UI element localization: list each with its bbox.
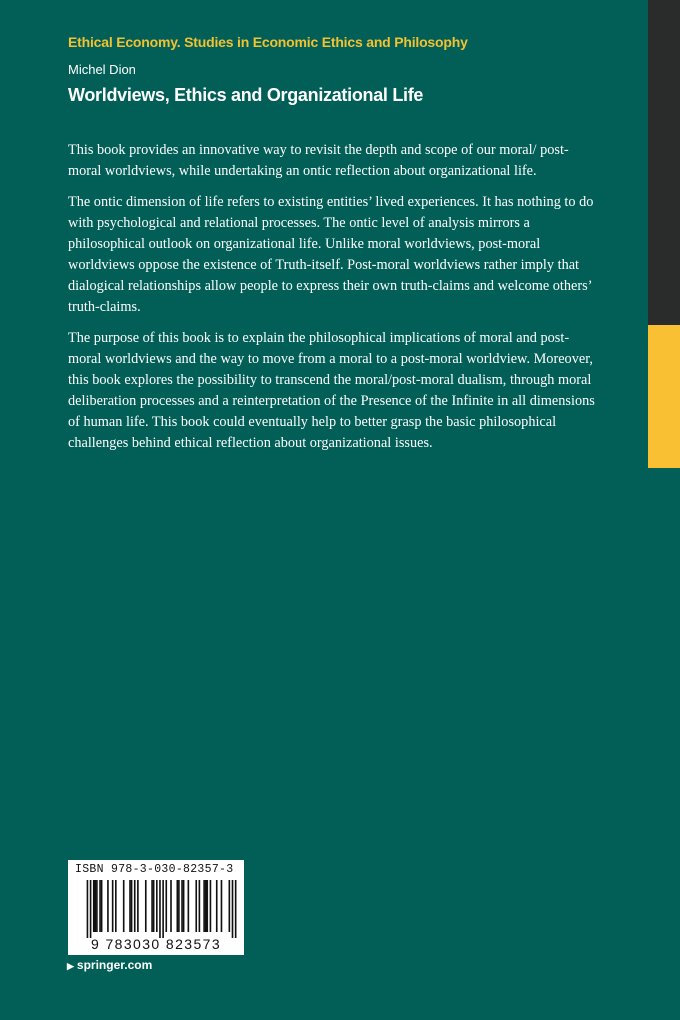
- barcode-bar: [188, 880, 190, 932]
- barcode-bar: [162, 880, 164, 938]
- barcode-bar: [206, 880, 208, 932]
- barcode-bar: [107, 880, 109, 932]
- barcode-bar: [221, 880, 223, 932]
- barcode-bar: [177, 880, 179, 932]
- barcode-bar: [90, 880, 92, 938]
- publisher-url: springer.com: [76, 958, 153, 972]
- barcode-bar: [95, 880, 97, 932]
- isbn-label: ISBN 978-3-030-82357-3: [75, 863, 234, 876]
- barcode-bar: [131, 880, 133, 932]
- barcode-box: [68, 860, 244, 955]
- barcode-bar: [123, 880, 125, 932]
- barcode-bar: [232, 880, 234, 938]
- barcode-bar: [205, 880, 207, 932]
- barcode-bar: [145, 880, 147, 932]
- barcode-bar: [153, 880, 155, 932]
- author-name: Michel Dion: [68, 62, 136, 77]
- barcode-bar: [235, 880, 237, 938]
- barcode-bar: [216, 880, 218, 932]
- barcode-bar: [170, 880, 172, 932]
- barcode-bar: [181, 880, 183, 932]
- blurb-paragraph-2: The ontic dimension of life refers to existing entities’ lived experiences. It has nothing to do with psychological and relational processes. The ontic level of analysis mirrors a philosophical outlook on organizational life. Unlike moral worldviews, post-moral worldviews oppose the existence of Truth-itself. Post-moral worldviews rather imply that dialogical relationships allow people to express their own truth-claims and welcome others’ truth-claims.: [68, 194, 594, 315]
- barcode-bar: [195, 880, 197, 932]
- blurb: [68, 140, 598, 464]
- barcode-bar: [101, 880, 103, 932]
- blurb-paragraph-3: The purpose of this book is to explain the philosophical implications of moral and post-moral worldviews and the way to move from a moral to a post-moral worldview. Moreover, this book explores the possibility to transcend the moral/post-moral dualism, through moral deliberation processes and a reinterpretation of the Presence of the Infinite in all dimensions of human life. This book could eventually help to better grasp the basic philosophical challenges behind ethical reflection about organizational issues.: [68, 330, 595, 451]
- barcode-bar: [99, 880, 101, 932]
- publisher-link[interactable]: [67, 958, 152, 972]
- barcode-bar: [93, 880, 95, 932]
- arrow-right-icon: ▶: [67, 961, 74, 971]
- barcode-bar: [134, 880, 136, 932]
- barcode-bar: [115, 880, 117, 932]
- barcode-bar: [229, 880, 231, 932]
- barcode-bar: [178, 880, 180, 932]
- color-band-dark: [648, 0, 680, 325]
- barcode-bar: [96, 880, 98, 932]
- book-title: Worldviews, Ethics and Organizational Life: [68, 85, 424, 105]
- ean-digits: 9 783030 823573: [91, 936, 221, 952]
- barcode-bar: [199, 880, 201, 932]
- barcode-bar: [129, 880, 131, 932]
- barcode-bar: [137, 880, 139, 932]
- series-title: Ethical Economy. Studies in Economic Ethics and Philosophy: [68, 34, 468, 50]
- barcode-bar: [87, 880, 89, 938]
- barcode-bar: [210, 880, 212, 932]
- color-band-yellow: [648, 325, 680, 468]
- barcode-bar: [151, 880, 153, 932]
- blurb-paragraph-1: This book provides an innovative way to revisit the depth and scope of our moral/ post-moral worldviews, while undertaking an ontic reflection about organizational life.: [68, 142, 569, 179]
- barcode-bar: [156, 880, 158, 932]
- barcode-bar: [112, 880, 114, 932]
- barcode-bar: [203, 880, 205, 932]
- barcode-bar: [159, 880, 161, 938]
- barcode-bar: [165, 880, 167, 932]
- barcode-bar: [183, 880, 185, 932]
- barcode-icon: [74, 880, 238, 938]
